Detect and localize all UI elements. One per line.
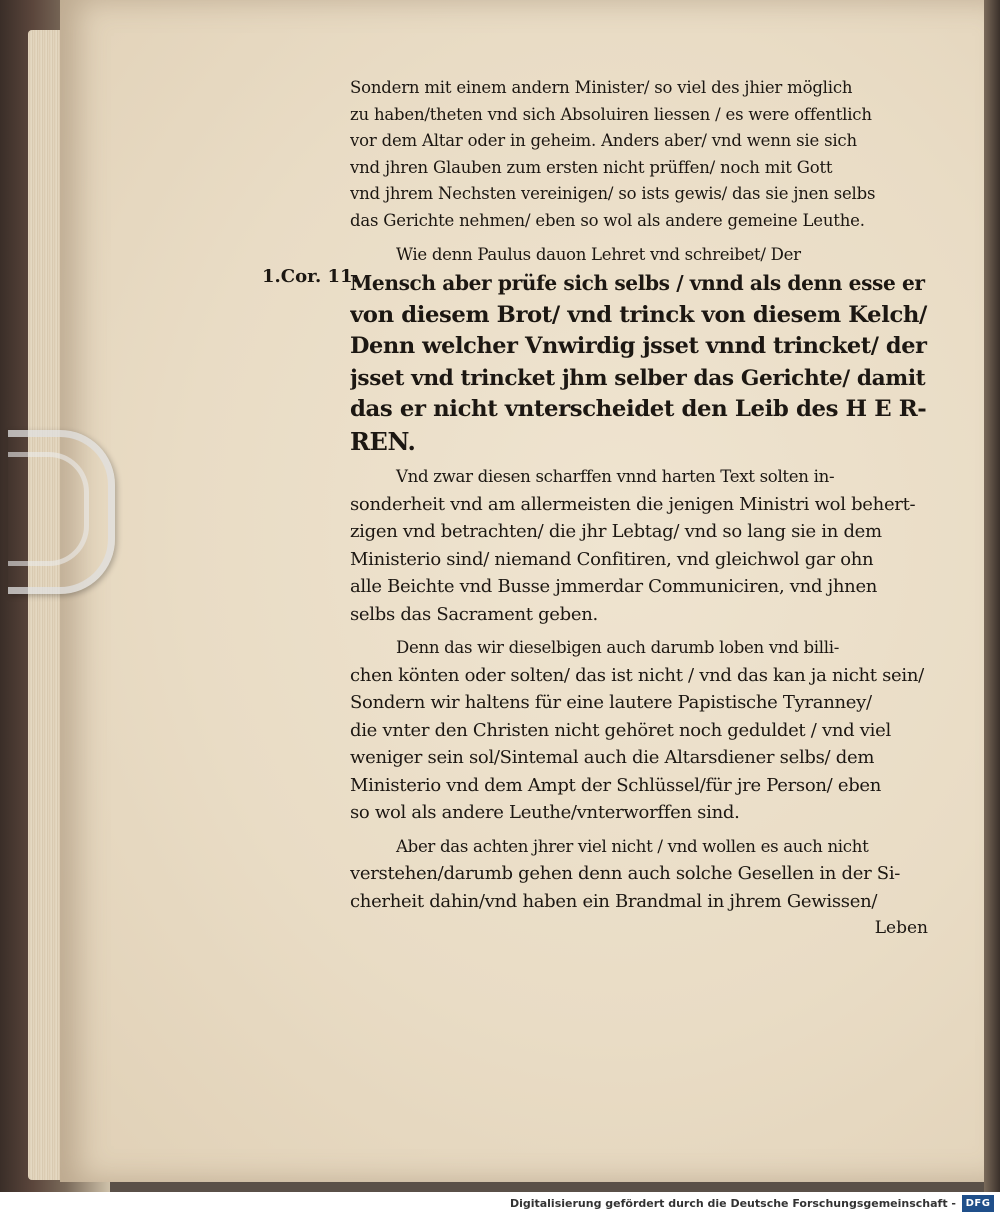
text-line: das er nicht vnterscheidet den Leib des H E R-	[350, 396, 927, 423]
dfg-logo-icon: DFG	[962, 1195, 994, 1212]
paragraph-2	[350, 463, 928, 628]
paragraph-3	[350, 634, 928, 827]
funding-credit: Digitalisierung gefördert durch die Deutsche Forschungsgemeinschaft -	[509, 1197, 956, 1210]
right-page-edge	[984, 0, 1000, 1192]
text-line: Denn welcher Vnwirdig jsset vnnd trincket/ der	[350, 333, 927, 360]
text-line: zigen vnd betrachten/ die jhr Lebtag/ vnd so lang sie in dem	[350, 521, 882, 543]
text-line: Ministerio sind/ niemand Confitiren, vnd gleichwol gar ohn	[350, 548, 874, 570]
text-line: alle Beichte vnd Busse jmmerdar Communiciren, vnd jhnen	[350, 576, 878, 598]
text-line: Ministerio vnd dem Ampt der Schlüssel/für jre Person/ eben	[350, 774, 882, 796]
margin-reference: 1.Cor. 11.	[262, 266, 359, 287]
scripture-quote	[350, 268, 928, 457]
footer-bar	[0, 1192, 1000, 1216]
text-line: von diesem Brot/ vnd trinck von diesem Kelch/	[350, 301, 927, 328]
text-line: cherheit dahin/vnd haben ein Brandmal in jhrem Gewissen/	[350, 890, 878, 912]
text-line: selbs das Sacrament geben.	[350, 603, 598, 625]
text-line: chen könten oder solten/ das ist nicht / vnd das kan ja nicht sein/	[350, 664, 924, 686]
text-line: zu haben/theten vnd sich Absoluiren liessen / es were offentlich	[350, 104, 872, 124]
text-line: sonderheit vnd am allermeisten die jenigen Ministri wol behert-	[350, 493, 916, 515]
text-line: Denn das wir dieselbigen auch darumb loben vnd billi-	[396, 638, 840, 658]
text-line: Mensch aber prüfe sich selbs / vnnd als denn esse er	[350, 271, 925, 296]
paper-clip-inner-icon	[8, 452, 89, 566]
text-line: die vnter den Christen nicht gehöret noch geduldet / vnd viel	[350, 719, 891, 741]
text-line: vnd jhren Glauben zum ersten nicht prüffen/ noch mit Gott	[350, 157, 833, 177]
text-line: Sondern mit einem andern Minister/ so viel des jhier möglich	[350, 78, 853, 97]
text-line: Wie denn Paulus dauon Lehret vnd schreibet/ Der	[396, 244, 801, 264]
page-text	[350, 75, 928, 941]
paragraph-4	[350, 833, 928, 916]
text-line: REN.	[350, 426, 416, 456]
text-line: Sondern wir haltens für eine lautere Papistische Tyranney/	[350, 692, 872, 714]
paragraph-1	[350, 75, 928, 235]
text-line: weniger sein sol/Sintemal auch die Altarsdiener selbs/ dem	[350, 747, 875, 769]
catchword: Leben	[874, 918, 928, 939]
quote-intro	[350, 241, 928, 269]
text-line: so wol als andere Leuthe/vnterworffen sind.	[350, 802, 740, 824]
text-line: jsset vnd trincket jhm selber das Gerichte/ damit	[350, 365, 926, 391]
text-line: Vnd zwar diesen scharffen vnnd harten Text solten in-	[396, 467, 835, 487]
text-line: vor dem Altar oder in geheim. Anders aber/ vnd wenn sie sich	[350, 131, 857, 151]
text-line: vnd jhrem Nechsten vereinigen/ so ists gewis/ das sie jnen selbs	[350, 184, 876, 204]
text-line: Aber das achten jhrer viel nicht / vnd wollen es auch nicht	[396, 836, 869, 856]
text-line: verstehen/darumb gehen denn auch solche Gesellen in der Si-	[350, 863, 901, 885]
text-line: das Gerichte nehmen/ eben so wol als andere gemeine Leuthe.	[350, 210, 865, 230]
